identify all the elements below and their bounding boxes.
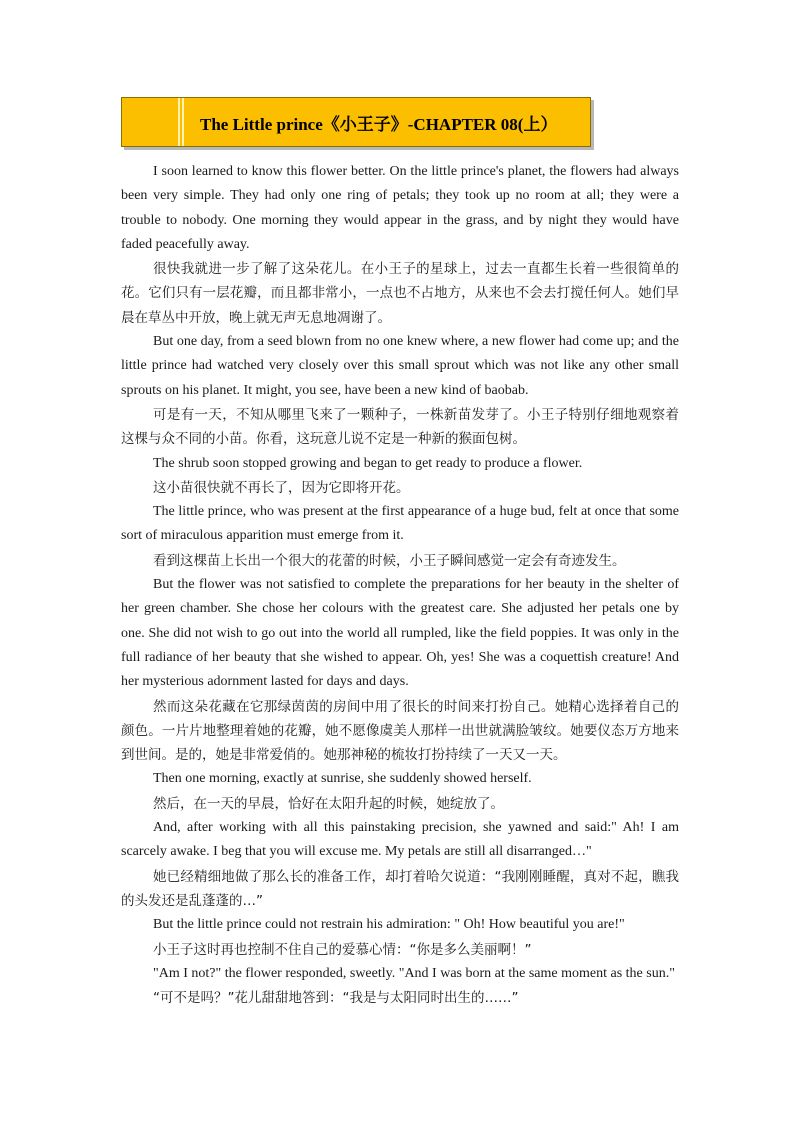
chapter-text xyxy=(121,160,679,1010)
paragraph-en: And, after working with all this painstaking precision, she yawned and said:" Ah! I am scarcely awake. I beg that you will excuse me. My petals are still all disarranged…" xyxy=(121,820,679,860)
paragraph-zh: 然而这朵花藏在它那绿茵茵的房间中用了很长的时间来打扮自己。她精心选择着自己的颜色。一片片地整理着她的花瓣，她不愿像虞美人那样一出世就满脸皱纹。她要仪态万方地来到世间。是的，她是非常爱俏的。她那神秘的梳妆打扮持续了一天又一天。 xyxy=(121,698,679,764)
paragraph-zh: 小王子这时再也控制不住自己的爱慕心情：“你是多么美丽啊！” xyxy=(153,941,532,958)
paragraph-zh: 然后，在一天的早晨，恰好在太阳升起的时候，她绽放了。 xyxy=(153,795,504,812)
page-title: The Little prince《小王子》-CHAPTER 08(上） xyxy=(200,115,558,134)
paragraph-zh: 看到这棵苗上长出一个很大的花蕾的时候，小王子瞬间感觉一定会有奇迹发生。 xyxy=(153,552,626,569)
paragraph-zh: 可是有一天，不知从哪里飞来了一颗种子，一株新苗发芽了。小王子特别仔细地观察着这棵与众不同的小苗。你看，这玩意儿说不定是一种新的猴面包树。 xyxy=(121,406,679,448)
paragraph-zh: 这小苗很快就不再长了，因为它即将开花。 xyxy=(153,479,410,496)
paragraph-zh: “可不是吗？”花儿甜甜地答到：“我是与太阳同时出生的……” xyxy=(153,990,519,1007)
paragraph-en: The little prince, who was present at the first appearance of a huge bud, felt at once that some sort of miraculous apparition must emerge from it. xyxy=(121,504,679,544)
paragraph-en: Then one morning, exactly at sunrise, she suddenly showed herself. xyxy=(153,771,532,787)
paragraph-zh: 很快我就进一步了解了这朵花儿。在小王子的星球上，过去一直都生长着一些很简单的花。它们只有一层花瓣，而且都非常小，一点也不占地方，从来也不会去打搅任何人。她们早晨在草丛中开放，晚上就无声无息地凋谢了。 xyxy=(121,261,679,326)
title-banner xyxy=(121,97,591,147)
paragraph-en: "Am I not?" the flower responded, sweetly. "And I was born at the same moment as the sun." xyxy=(153,965,675,981)
paragraph-en: But the flower was not satisfied to complete the preparations for her beauty in the shelter of her green chamber. She chose her colours with the greatest care. She adjusted her petals one by one. She did not wish to go out into the world all rumpled, like the field poppies. It was only in the full radiance of her beauty that she wished to appear. Oh, yes! She was a coquettish creature! And her mysterious adornment lasted for days and days. xyxy=(121,577,679,690)
banner-stripe xyxy=(182,98,184,146)
paragraph-en: But one day, from a seed blown from no one knew where, a new flower had come up; and the little prince had watched very closely over this small sprout which was not like any other small sprouts on his planet. It might, you see, have been a new kind of baobab. xyxy=(121,334,679,398)
paragraph-en: But the little prince could not restrain his admiration: " Oh! How beautiful you are!" xyxy=(153,917,625,933)
paragraph-zh: 她已经精细地做了那么长的准备工作，却打着哈欠说道：“我刚刚睡醒，真对不起，瞧我的头发还是乱蓬蓬的…” xyxy=(121,868,679,909)
paragraph-en: The shrub soon stopped growing and began to get ready to produce a flower. xyxy=(153,455,583,471)
paragraph-en: I soon learned to know this flower better. On the little prince's planet, the flowers had always been very simple. They had only one ring of petals; they took up no room at all; they were a trouble to nobody. One morning they would appear in the grass, and by night they would have faded peacefully away. xyxy=(121,164,679,252)
banner-stripe xyxy=(178,98,180,146)
